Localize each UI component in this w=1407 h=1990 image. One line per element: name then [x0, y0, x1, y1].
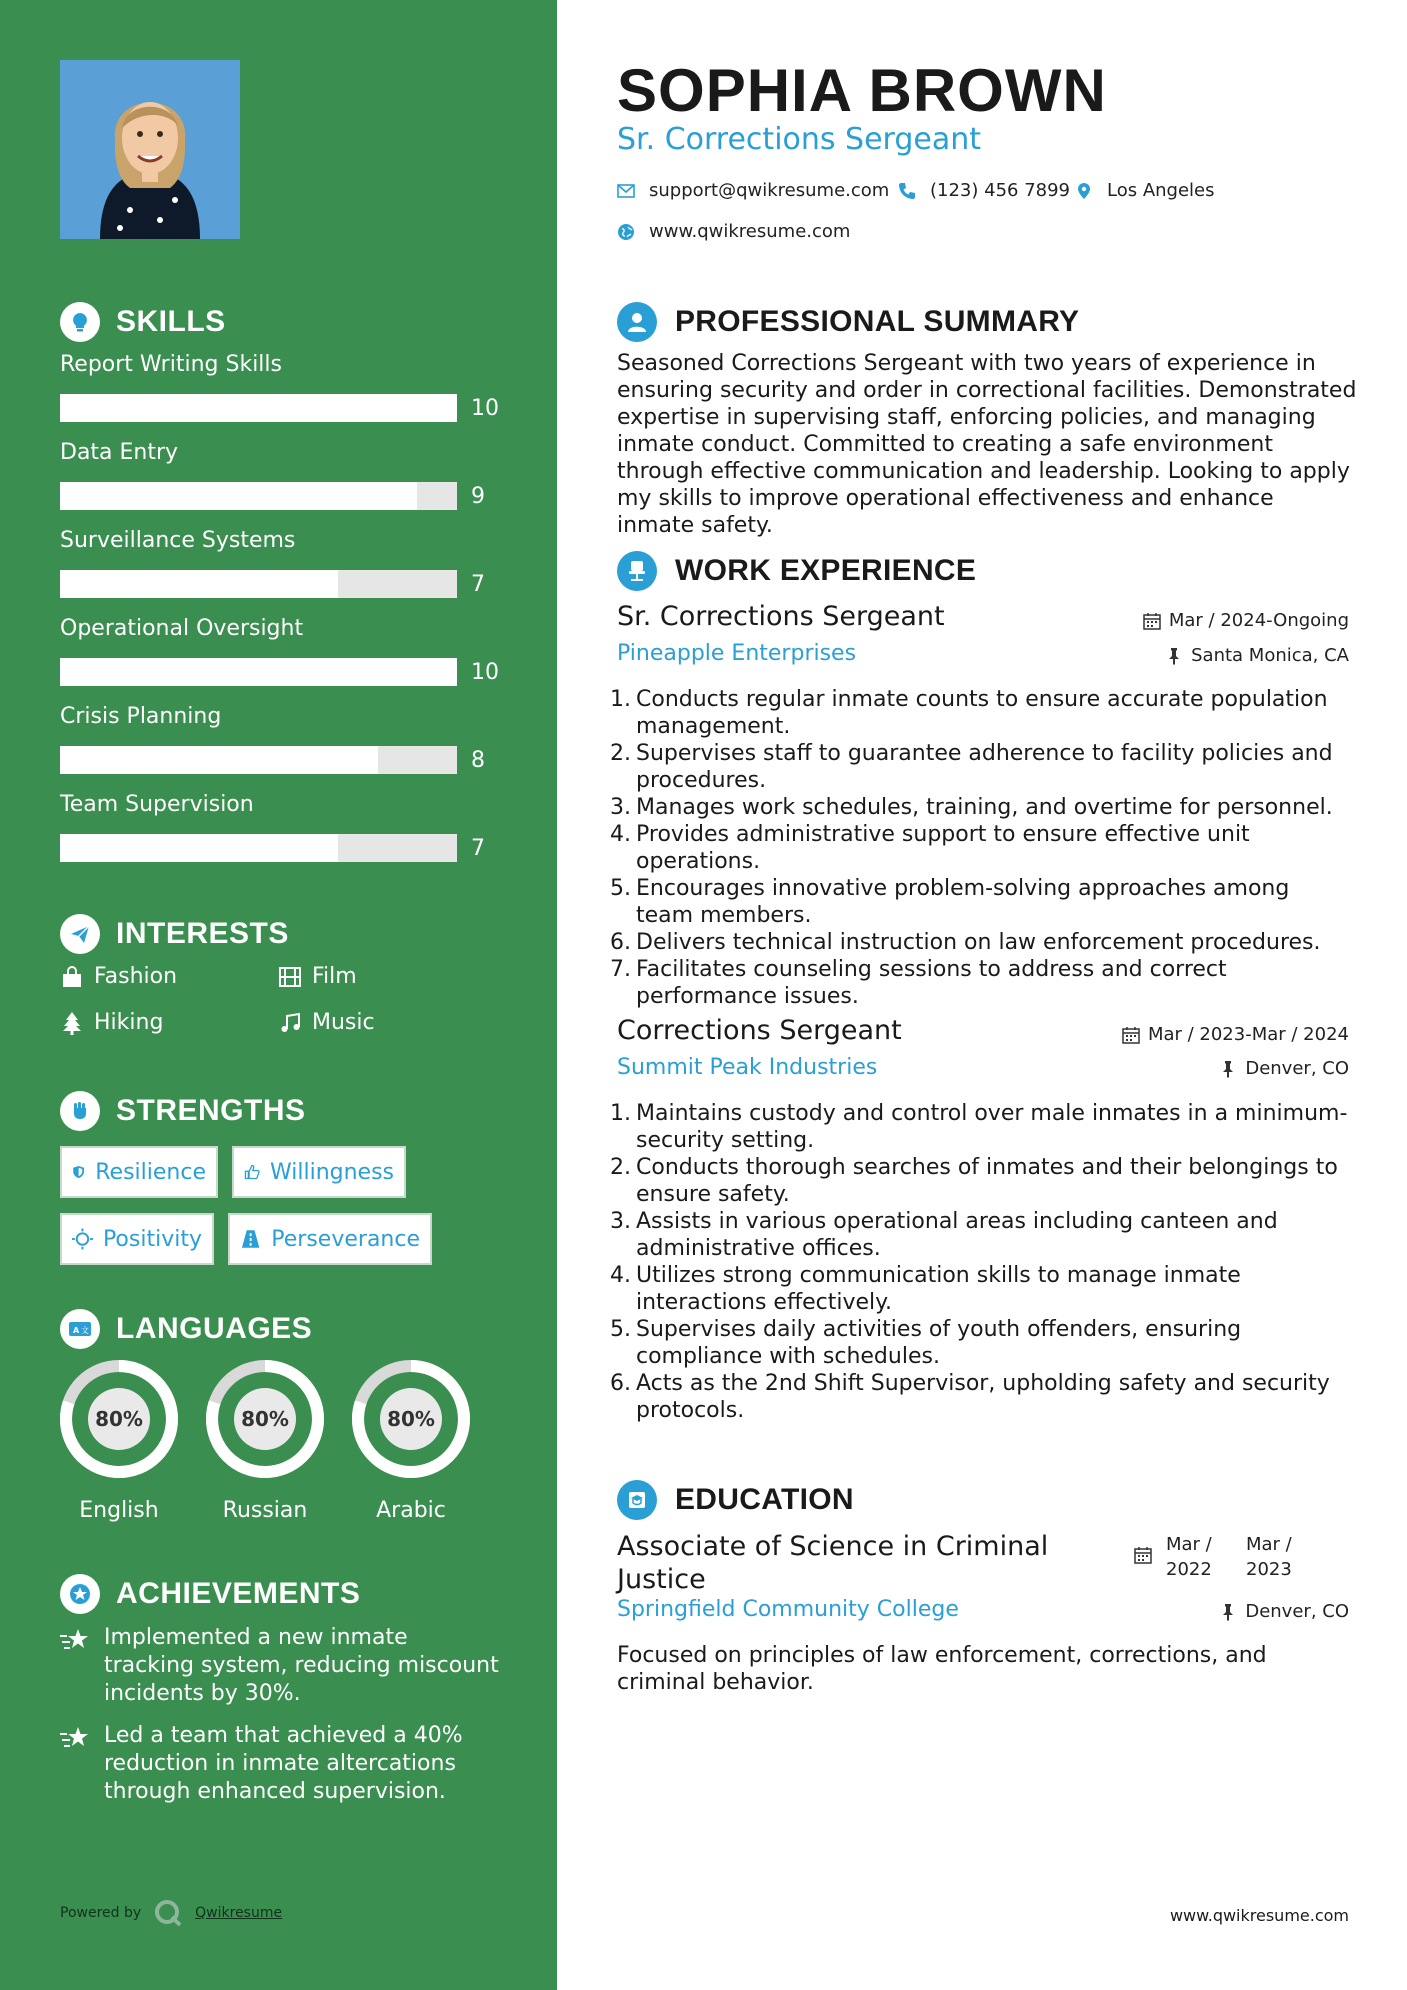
job-location-text: Denver, CO: [1245, 1058, 1349, 1079]
skill-item: [60, 440, 510, 509]
interest-fashion: [60, 964, 177, 989]
strength-label: Positivity: [102, 1226, 202, 1252]
language-percent: 80%: [387, 1407, 435, 1431]
interest-label: Music: [312, 1010, 375, 1035]
job-title: Sr. Corrections Sergeant: [617, 601, 945, 632]
contact-phone: [898, 180, 1070, 201]
skill-level: 9: [471, 484, 485, 509]
achievements-heading: [60, 1574, 360, 1614]
sidebar: [0, 0, 557, 1990]
education-start: Mar / 2022: [1166, 1534, 1212, 1580]
languages-title: LANGUAGES: [116, 1312, 313, 1345]
sun-icon: [72, 1228, 93, 1250]
envelope-icon: [617, 182, 635, 200]
interest-label: Film: [312, 964, 357, 989]
skill-bar: [60, 746, 457, 774]
footer-url[interactable]: www.qwikresume.com: [1169, 1906, 1349, 1925]
interest-music: [278, 1010, 375, 1035]
language-proficiency-ring: [204, 1358, 326, 1480]
strengths-title: STRENGTHS: [116, 1094, 306, 1127]
job-dates-text: Mar / 2023-Mar / 2024: [1147, 1024, 1349, 1045]
phone-icon: [898, 182, 916, 200]
skill-bar-fill: [60, 482, 417, 510]
duty-item: 4. Provides administrative support to ensure effective unit operations.: [610, 822, 1250, 874]
location-text: Los Angeles: [1107, 180, 1215, 201]
raised-fist-icon: [60, 1091, 100, 1131]
contact-website: [617, 221, 850, 242]
skill-bar-fill: [60, 570, 338, 598]
interests-title: INTERESTS: [116, 917, 289, 950]
job-duties: [610, 1100, 1350, 1424]
qwikresume-link[interactable]: Qwikresume: [195, 1905, 283, 1921]
film-icon: [278, 965, 302, 989]
pushpin-icon: [1165, 647, 1183, 665]
skill-bar-fill: [60, 746, 378, 774]
candidate-role: Sr. Corrections Sergeant: [617, 122, 982, 157]
job-dates-text: Mar / 2024-Ongoing: [1168, 610, 1349, 631]
language-item: [350, 1358, 472, 1523]
skill-bar-fill: [60, 658, 457, 686]
language-item: [58, 1358, 180, 1523]
road-icon: [240, 1228, 261, 1250]
education-end: Mar / 2023: [1246, 1534, 1292, 1580]
education-dates: [1134, 1532, 1312, 1582]
language-name: English: [79, 1498, 159, 1523]
skill-name: Team Supervision: [60, 792, 254, 817]
duty-item: 1. Maintains custody and control over male inmates in a minimum-security setting.: [610, 1101, 1348, 1153]
job-title: Corrections Sergeant: [617, 1015, 902, 1046]
language-icon: [60, 1309, 100, 1349]
skills-title: SKILLS: [116, 305, 226, 338]
profile-photo: [60, 60, 240, 239]
education-location: [1219, 1601, 1349, 1622]
strength-positivity: [60, 1213, 214, 1265]
school-name: Springfield Community College: [617, 1597, 959, 1622]
office-chair-icon: [617, 551, 657, 591]
strength-label: Perseverance: [271, 1226, 420, 1252]
job-duties: [610, 686, 1350, 1010]
duty-item: 2. Conducts thorough searches of inmates and their belongings to ensure safety.: [610, 1155, 1338, 1207]
candidate-name: SOPHIA BROWN: [617, 57, 1107, 124]
achievement-text: Led a team that achieved a 40% reduction in inmate altercations through enhanced supervision.: [104, 1723, 463, 1804]
skill-bar: [60, 834, 457, 862]
interest-label: Fashion: [94, 964, 178, 989]
user-icon: [617, 302, 657, 342]
language-name: Arabic: [376, 1498, 446, 1523]
skill-bar-fill: [60, 834, 338, 862]
skill-item: [60, 704, 510, 773]
lightbulb-icon: [60, 302, 100, 342]
skill-bar: [60, 658, 457, 686]
skill-level: 10: [471, 660, 499, 685]
education-location-text: Denver, CO: [1245, 1601, 1349, 1622]
svg-text:A: A: [73, 1326, 80, 1335]
strength-perseverance: [228, 1213, 432, 1265]
interest-hiking: [60, 1010, 163, 1035]
shooting-star-icon: [60, 1724, 92, 1752]
shopping-bag-icon: [60, 965, 84, 989]
language-percent: 80%: [95, 1407, 143, 1431]
skill-name: Operational Oversight: [60, 616, 304, 641]
tree-icon: [60, 1011, 84, 1035]
job-company: Pineapple Enterprises: [617, 641, 857, 666]
shooting-star-icon: [60, 1626, 92, 1654]
strength-resilience: [60, 1146, 218, 1198]
qwikresume-logo-icon: [153, 1898, 183, 1928]
star-badge-icon: [60, 1574, 100, 1614]
experience-heading: [617, 551, 976, 591]
language-name: Russian: [222, 1498, 308, 1523]
music-note-icon: [278, 1011, 302, 1035]
job-dates: [1122, 1024, 1349, 1045]
duty-item: 3. Assists in various operational areas including canteen and administrative offices.: [610, 1209, 1278, 1261]
skill-item: [60, 616, 510, 685]
summary-title: PROFESSIONAL SUMMARY: [675, 305, 1080, 338]
achievements-title: ACHIEVEMENTS: [116, 1577, 361, 1610]
thumbs-up-icon: [244, 1161, 260, 1183]
interest-label: Hiking: [94, 1010, 164, 1035]
language-proficiency-ring: [58, 1358, 180, 1480]
skill-bar: [60, 394, 457, 422]
pushpin-icon: [1219, 1603, 1237, 1621]
job-location: [1219, 1058, 1349, 1079]
achievement-item: [60, 1624, 500, 1708]
strength-willingness: [232, 1146, 406, 1198]
paper-plane-icon: [60, 914, 100, 954]
interest-film: [278, 964, 357, 989]
skill-name: Surveillance Systems: [60, 528, 296, 553]
summary-text: Seasoned Corrections Sergeant with two years of experience in ensuring security and order in correctional facilities. Demonstrated expertise in supervising staff, enforcing policies, and managing inmate conduct. Committed to creating a safe environment through effective communication and leadership. Looking to apply my skills to improve operational effectiveness and enhance inmate safety.: [617, 351, 1357, 538]
powered-by: [60, 1898, 282, 1928]
duty-item: 5. Encourages innovative problem-solving approaches among team members.: [610, 876, 1290, 928]
skill-item: [60, 528, 510, 597]
powered-by-label: Powered by: [60, 1905, 142, 1921]
interests-heading: [60, 914, 289, 954]
strength-label: Willingness: [269, 1159, 394, 1185]
email-text[interactable]: support@qwikresume.com: [649, 180, 890, 201]
skill-level: 8: [471, 748, 485, 773]
duty-item: 7. Facilitates counseling sessions to address and correct performance issues.: [610, 957, 1227, 1009]
skill-name: Data Entry: [60, 440, 179, 465]
calendar-icon: [1122, 1026, 1140, 1044]
pushpin-icon: [1219, 1060, 1237, 1078]
graduation-icon: [617, 1480, 657, 1520]
svg-text:文: 文: [81, 1326, 89, 1335]
job-location-text: Santa Monica, CA: [1191, 645, 1349, 666]
skills-heading: [60, 302, 226, 342]
contact-location: [1075, 180, 1215, 201]
achievement-item: [60, 1722, 500, 1806]
degree-title: Associate of Science in Criminal Justice: [617, 1531, 1049, 1595]
duty-item: 4. Utilizes strong communication skills to manage inmate interactions effectively.: [610, 1263, 1241, 1315]
skill-name: Crisis Planning: [60, 704, 222, 729]
job-location: [1165, 645, 1349, 666]
contact-email: [617, 180, 889, 201]
skill-level: 7: [471, 572, 485, 597]
language-item: [204, 1358, 326, 1523]
phone-text: (123) 456 7899: [930, 180, 1071, 201]
education-heading: [617, 1480, 854, 1520]
skill-level: 7: [471, 836, 485, 861]
strengths-heading: [60, 1091, 306, 1131]
duty-item: 2. Supervises staff to guarantee adherence to facility policies and procedures.: [610, 741, 1333, 793]
education-description: Focused on principles of law enforcement, corrections, and criminal behavior.: [617, 1643, 1267, 1695]
education-title: EDUCATION: [675, 1483, 854, 1516]
job-dates: [1143, 610, 1349, 631]
calendar-icon: [1143, 612, 1161, 630]
duty-item: 6. Acts as the 2nd Shift Supervisor, upholding safety and security protocols.: [610, 1371, 1330, 1423]
duty-item: 1. Conducts regular inmate counts to ensure accurate population management.: [610, 687, 1328, 739]
shield-icon: [72, 1161, 85, 1183]
skill-bar: [60, 482, 457, 510]
duty-item: 5. Supervises daily activities of youth offenders, ensuring compliance with schedules.: [610, 1317, 1242, 1369]
experience-title: WORK EXPERIENCE: [675, 554, 977, 587]
skill-item: [60, 792, 510, 861]
calendar-icon: [1134, 1546, 1152, 1564]
skill-item: [60, 352, 510, 421]
summary-heading: [617, 302, 1079, 342]
map-pin-icon: [1075, 182, 1093, 200]
skill-bar: [60, 570, 457, 598]
globe-icon: [617, 223, 635, 241]
language-percent: 80%: [241, 1407, 289, 1431]
duty-item: 6. Delivers technical instruction on law enforcement procedures.: [610, 930, 1321, 955]
skill-name: Report Writing Skills: [60, 352, 282, 377]
duty-item: 3. Manages work schedules, training, and overtime for personnel.: [610, 795, 1333, 820]
website-text[interactable]: www.qwikresume.com: [649, 221, 851, 242]
skill-bar-fill: [60, 394, 457, 422]
achievement-text: Implemented a new inmate tracking system, reducing miscount incidents by 30%.: [104, 1625, 499, 1706]
language-proficiency-ring: [350, 1358, 472, 1480]
languages-heading: [60, 1309, 312, 1349]
job-company: Summit Peak Industries: [617, 1055, 878, 1080]
skill-level: 10: [471, 396, 499, 421]
strength-label: Resilience: [95, 1159, 206, 1185]
